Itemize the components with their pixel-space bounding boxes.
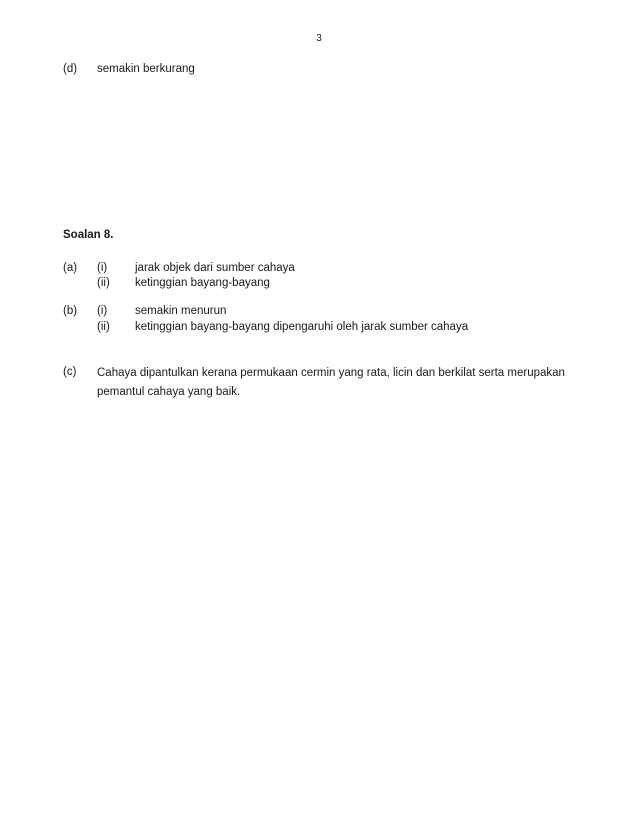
answer-c-text: Cahaya dipantulkan kerana permukaan cermin yang rata, licin dan berkilat serta merupakan pemantul cahaya yang baik. <box>97 367 565 398</box>
answer-b-i-num: (i) <box>97 305 108 317</box>
answer-a-i-num: (i) <box>97 262 108 274</box>
question-heading: Soalan 8. <box>63 229 114 241</box>
answer-b-label: (b) <box>63 305 78 317</box>
answer-a-i-text: jarak objek dari sumber cahaya <box>135 262 295 274</box>
answer-a-ii-num: (ii) <box>97 277 110 289</box>
answer-b-ii-num: (ii) <box>97 321 110 333</box>
answer-d-label: (d) <box>63 63 78 75</box>
answer-a-ii-text: ketinggian bayang-bayang <box>135 277 270 289</box>
answer-a-label: (a) <box>63 262 78 274</box>
page-number: 3 <box>316 33 322 44</box>
answer-b-i-text: semakin menurun <box>135 305 227 317</box>
answer-d-text: semakin berkurang <box>97 63 195 75</box>
answer-b-ii-text: ketinggian bayang-bayang dipengaruhi oleh jarak sumber cahaya <box>135 321 469 333</box>
answer-c-label: (c) <box>63 366 77 378</box>
